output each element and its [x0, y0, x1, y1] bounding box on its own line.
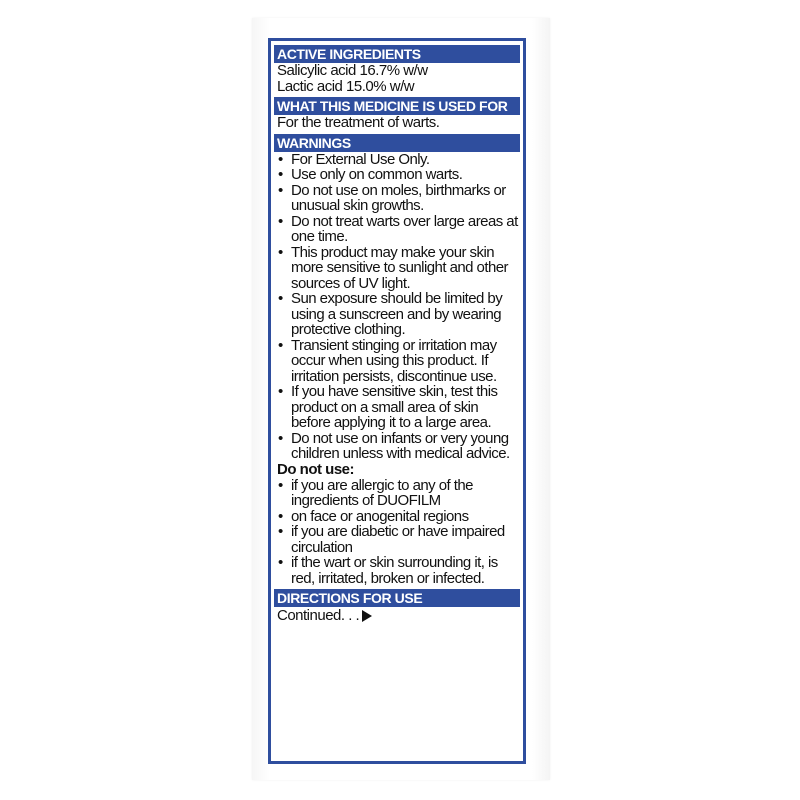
- list-item: [274, 524, 520, 555]
- bullet-icon: •: [278, 212, 283, 230]
- bullet-icon: •: [278, 290, 283, 307]
- directions-heading: DIRECTIONS FOR USE: [274, 589, 520, 607]
- bullet-icon: •: [278, 429, 283, 447]
- list-item-text: Use only on common warts.: [291, 166, 463, 183]
- list-item-text: if you are diabetic or have impaired circulation: [291, 523, 505, 556]
- list-item: [274, 478, 520, 509]
- list-item-text: Do not treat warts over large areas at one time.: [291, 212, 518, 245]
- information-panel: [268, 38, 526, 764]
- list-item-text: Sun exposure should be limited by using a sunscreen and by wearing protective clothing.: [291, 290, 503, 338]
- bullet-icon: •: [278, 150, 283, 168]
- bullet-icon: •: [278, 383, 283, 400]
- bullet-icon: •: [278, 507, 283, 525]
- directions-section: [274, 589, 520, 625]
- bullet-icon: •: [278, 336, 283, 354]
- panel-content: [274, 45, 520, 757]
- ingredient-line: Salicylic acid 16.7% w/w: [277, 62, 428, 79]
- warnings-section: [274, 134, 520, 587]
- continued-label: Continued. . .: [277, 607, 360, 624]
- list-item: [274, 183, 520, 214]
- usage-text: For the treatment of warts.: [277, 114, 440, 131]
- usage-section: [274, 97, 520, 131]
- list-item-text: If you have sensitive skin, test this product on a small area of skin before applying it to a large area.: [291, 383, 498, 431]
- bullet-icon: •: [278, 166, 283, 183]
- list-item-text: if you are allergic to any of the ingredients of DUOFILM: [291, 476, 473, 509]
- list-item-text: Do not use on moles, birthmarks or unusual skin growths.: [291, 181, 506, 214]
- list-item-text: For External Use Only.: [291, 150, 430, 168]
- list-item: [274, 509, 520, 525]
- list-item: [274, 152, 520, 168]
- do-not-use-list: [274, 478, 520, 587]
- list-item-text: on face or anogenital regions: [291, 507, 469, 525]
- list-item: [274, 431, 520, 462]
- list-item: [274, 555, 520, 586]
- list-item-text: if the wart or skin surrounding it, is red, irritated, broken or infected.: [291, 554, 498, 587]
- play-arrow-icon: [362, 610, 372, 622]
- list-item: [274, 167, 520, 183]
- list-item: [274, 384, 520, 431]
- list-item: [274, 291, 520, 338]
- continued-line: [274, 607, 520, 625]
- ingredient-line: Lactic acid 15.0% w/w: [277, 77, 415, 95]
- bullet-icon: •: [278, 181, 283, 199]
- list-item: [274, 338, 520, 385]
- do-not-use-label: Do not use:: [277, 460, 354, 478]
- bullet-icon: •: [278, 243, 283, 261]
- bullet-icon: •: [278, 476, 283, 494]
- list-item: [274, 245, 520, 292]
- list-item-text: Transient stinging or irritation may occur when using this product. If irritation persists, discontinue use.: [291, 336, 497, 385]
- usage-heading: WHAT THIS MEDICINE IS USED FOR: [274, 97, 520, 115]
- bullet-icon: •: [278, 554, 283, 571]
- active-ingredients-section: [274, 45, 520, 94]
- bullet-icon: •: [278, 523, 283, 540]
- warnings-heading: WARNINGS: [274, 134, 520, 152]
- list-item-text: This product may make your skin more sensitive to sunlight and other sources of UV light.: [291, 243, 508, 292]
- warnings-list: [274, 152, 520, 462]
- list-item: [274, 214, 520, 245]
- active-ingredients-heading: ACTIVE INGREDIENTS: [274, 45, 520, 63]
- list-item-text: Do not use on infants or very young children unless with medical advice.: [291, 429, 510, 462]
